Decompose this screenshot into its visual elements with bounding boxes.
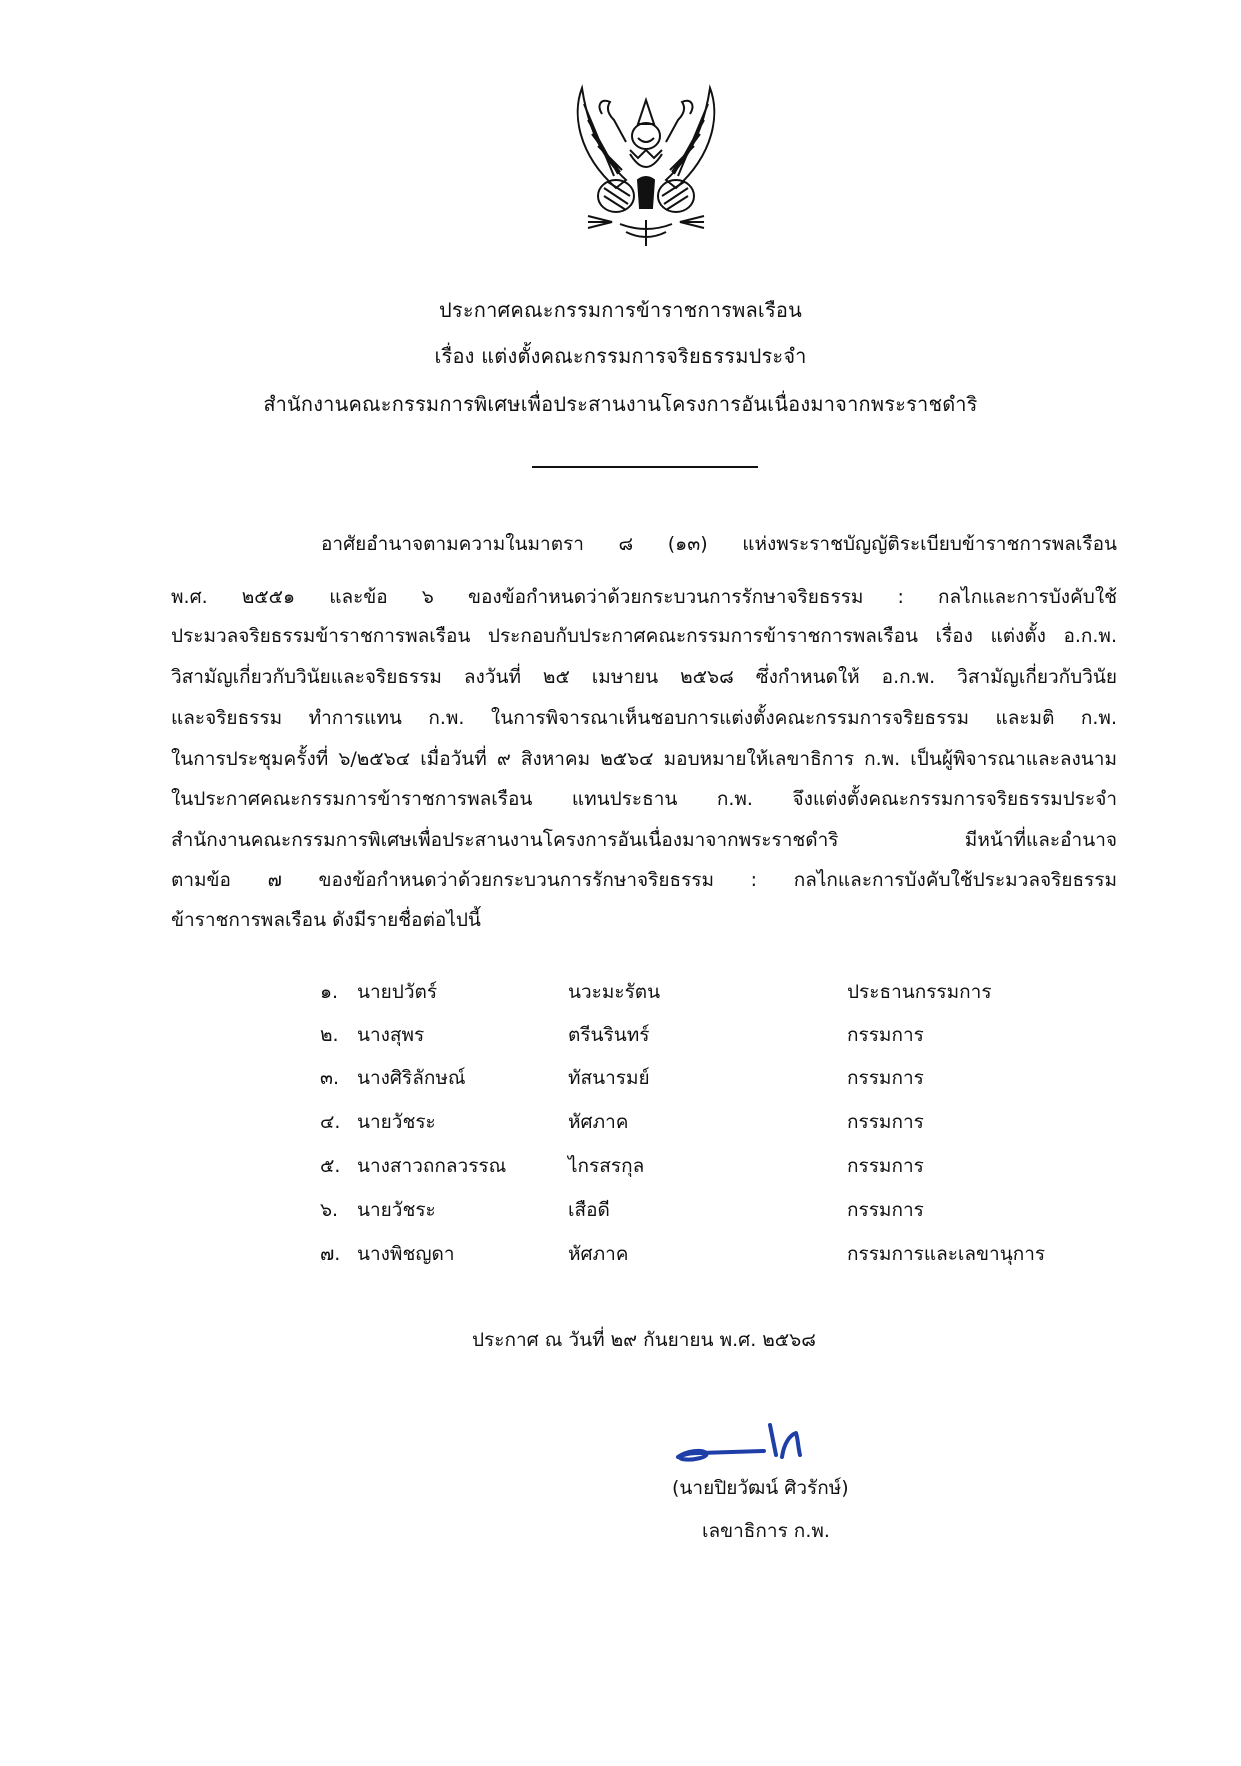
body-line: ในการประชุมครั้งที่ ๖/๒๕๖๔ เมื่อวันที่ ๙ สิงหาคม ๒๕๖๔ มอบหมายให้เลขาธิการ ก.พ. เป็นผู้พิจารณาและลงนาม [171, 748, 1117, 770]
signer-name: (นายปิยวัฒน์ ศิวรักษ์) [672, 1477, 849, 1499]
member-role: ประธานกรรมการ [847, 981, 992, 1003]
member-role: กรรมการ [847, 1199, 924, 1221]
member-role: กรรมการและเลขานุการ [847, 1243, 1046, 1265]
member-first-name: นายปวัตร์ [357, 981, 438, 1003]
member-row [320, 1021, 1120, 1051]
member-role: กรรมการ [847, 1067, 924, 1089]
member-number: ๔. [320, 1111, 341, 1133]
member-last-name: หัศภาค [568, 1243, 629, 1265]
member-row [320, 1152, 1120, 1182]
announcement-date: ประกาศ ณ วันที่ ๒๙ กันยายน พ.ศ. ๒๕๖๘ [472, 1329, 816, 1351]
member-number: ๕. [320, 1155, 341, 1177]
body-line: ในประกาศคณะกรรมการข้าราชการพลเรือน แทนประธาน ก.พ. จึงแต่งตั้งคณะกรรมการจริยธรรมประจำ [171, 788, 1117, 810]
announcement-title: ประกาศคณะกรรมการข้าราชการพลเรือน [439, 298, 802, 322]
body-line: ข้าราชการพลเรือน ดังมีรายชื่อต่อไปนี้ [171, 909, 481, 931]
member-last-name: เสือดี [568, 1199, 610, 1221]
body-line: อาศัยอำนาจตามความในมาตรา ๘ (๑๓) แห่งพระราชบัญญัติระเบียบข้าราชการพลเรือน [321, 533, 1117, 555]
member-number: ๓. [320, 1067, 340, 1089]
body-line: พ.ศ. ๒๕๕๑ และข้อ ๖ ของข้อกำหนดว่าด้วยกระบวนการรักษาจริยธรรม : กลไกและการบังคับใช้ [171, 586, 1117, 608]
member-first-name: นางสาวถกลวรรณ [357, 1155, 507, 1177]
member-last-name: นวะมะรัตน [568, 981, 661, 1003]
header-divider [532, 466, 758, 468]
member-last-name: หัศภาค [568, 1111, 629, 1133]
body-line: ตามข้อ ๗ ของข้อกำหนดว่าด้วยกระบวนการรักษาจริยธรรม : กลไกและการบังคับใช้ประมวลจริยธรรม [171, 869, 1117, 891]
member-number: ๒. [320, 1024, 339, 1046]
body-line: และจริยธรรม ทำการแทน ก.พ. ในการพิจารณาเห็นชอบการแต่งตั้งคณะกรรมการจริยธรรม และมติ ก.พ. [171, 707, 1117, 729]
member-row [320, 1240, 1120, 1270]
member-row [320, 1196, 1120, 1226]
member-row [320, 1108, 1120, 1138]
member-role: กรรมการ [847, 1155, 924, 1177]
body-line: วิสามัญเกี่ยวกับวินัยและจริยธรรม ลงวันที่ ๒๕ เมษายน ๒๕๖๘ ซึ่งกำหนดให้ อ.ก.พ. วิสามัญเกี่ยวกับวินัย [171, 666, 1117, 688]
signature-icon [672, 1405, 822, 1465]
member-role: กรรมการ [847, 1111, 924, 1133]
member-number: ๑. [320, 981, 339, 1003]
member-first-name: นางสุพร [357, 1024, 425, 1046]
member-first-name: นายวัชระ [357, 1111, 436, 1133]
member-number: ๗. [320, 1243, 341, 1265]
member-row [320, 1064, 1120, 1094]
announcement-office: สำนักงานคณะกรรมการพิเศษเพื่อประสานงานโครงการอันเนื่องมาจากพระราชดำริ [263, 392, 978, 416]
body-line: สำนักงานคณะกรรมการพิเศษเพื่อประสานงานโครงการอันเนื่องมาจากพระราชดำริ มีหน้าที่และอำนาจ [171, 829, 1117, 851]
member-last-name: ทัสนารมย์ [568, 1067, 650, 1089]
member-last-name: ไกรสรกุล [568, 1155, 645, 1177]
member-first-name: นางศิริลักษณ์ [357, 1067, 466, 1089]
announcement-subject: เรื่อง แต่งตั้งคณะกรรมการจริยธรรมประจำ [434, 344, 807, 368]
member-first-name: นางพิชญดา [357, 1243, 455, 1265]
body-line: ประมวลจริยธรรมข้าราชการพลเรือน ประกอบกับประกาศคณะกรรมการข้าราชการพลเรือน เรื่อง แต่งตั้ง อ.ก.พ. [171, 625, 1117, 647]
member-role: กรรมการ [847, 1024, 924, 1046]
signer-title: เลขาธิการ ก.พ. [702, 1520, 830, 1542]
member-row [320, 978, 1120, 1008]
member-first-name: นายวัชระ [357, 1199, 436, 1221]
member-last-name: ตรีนรินทร์ [568, 1024, 650, 1046]
member-number: ๖. [320, 1199, 339, 1221]
garuda-emblem-icon [568, 84, 724, 248]
